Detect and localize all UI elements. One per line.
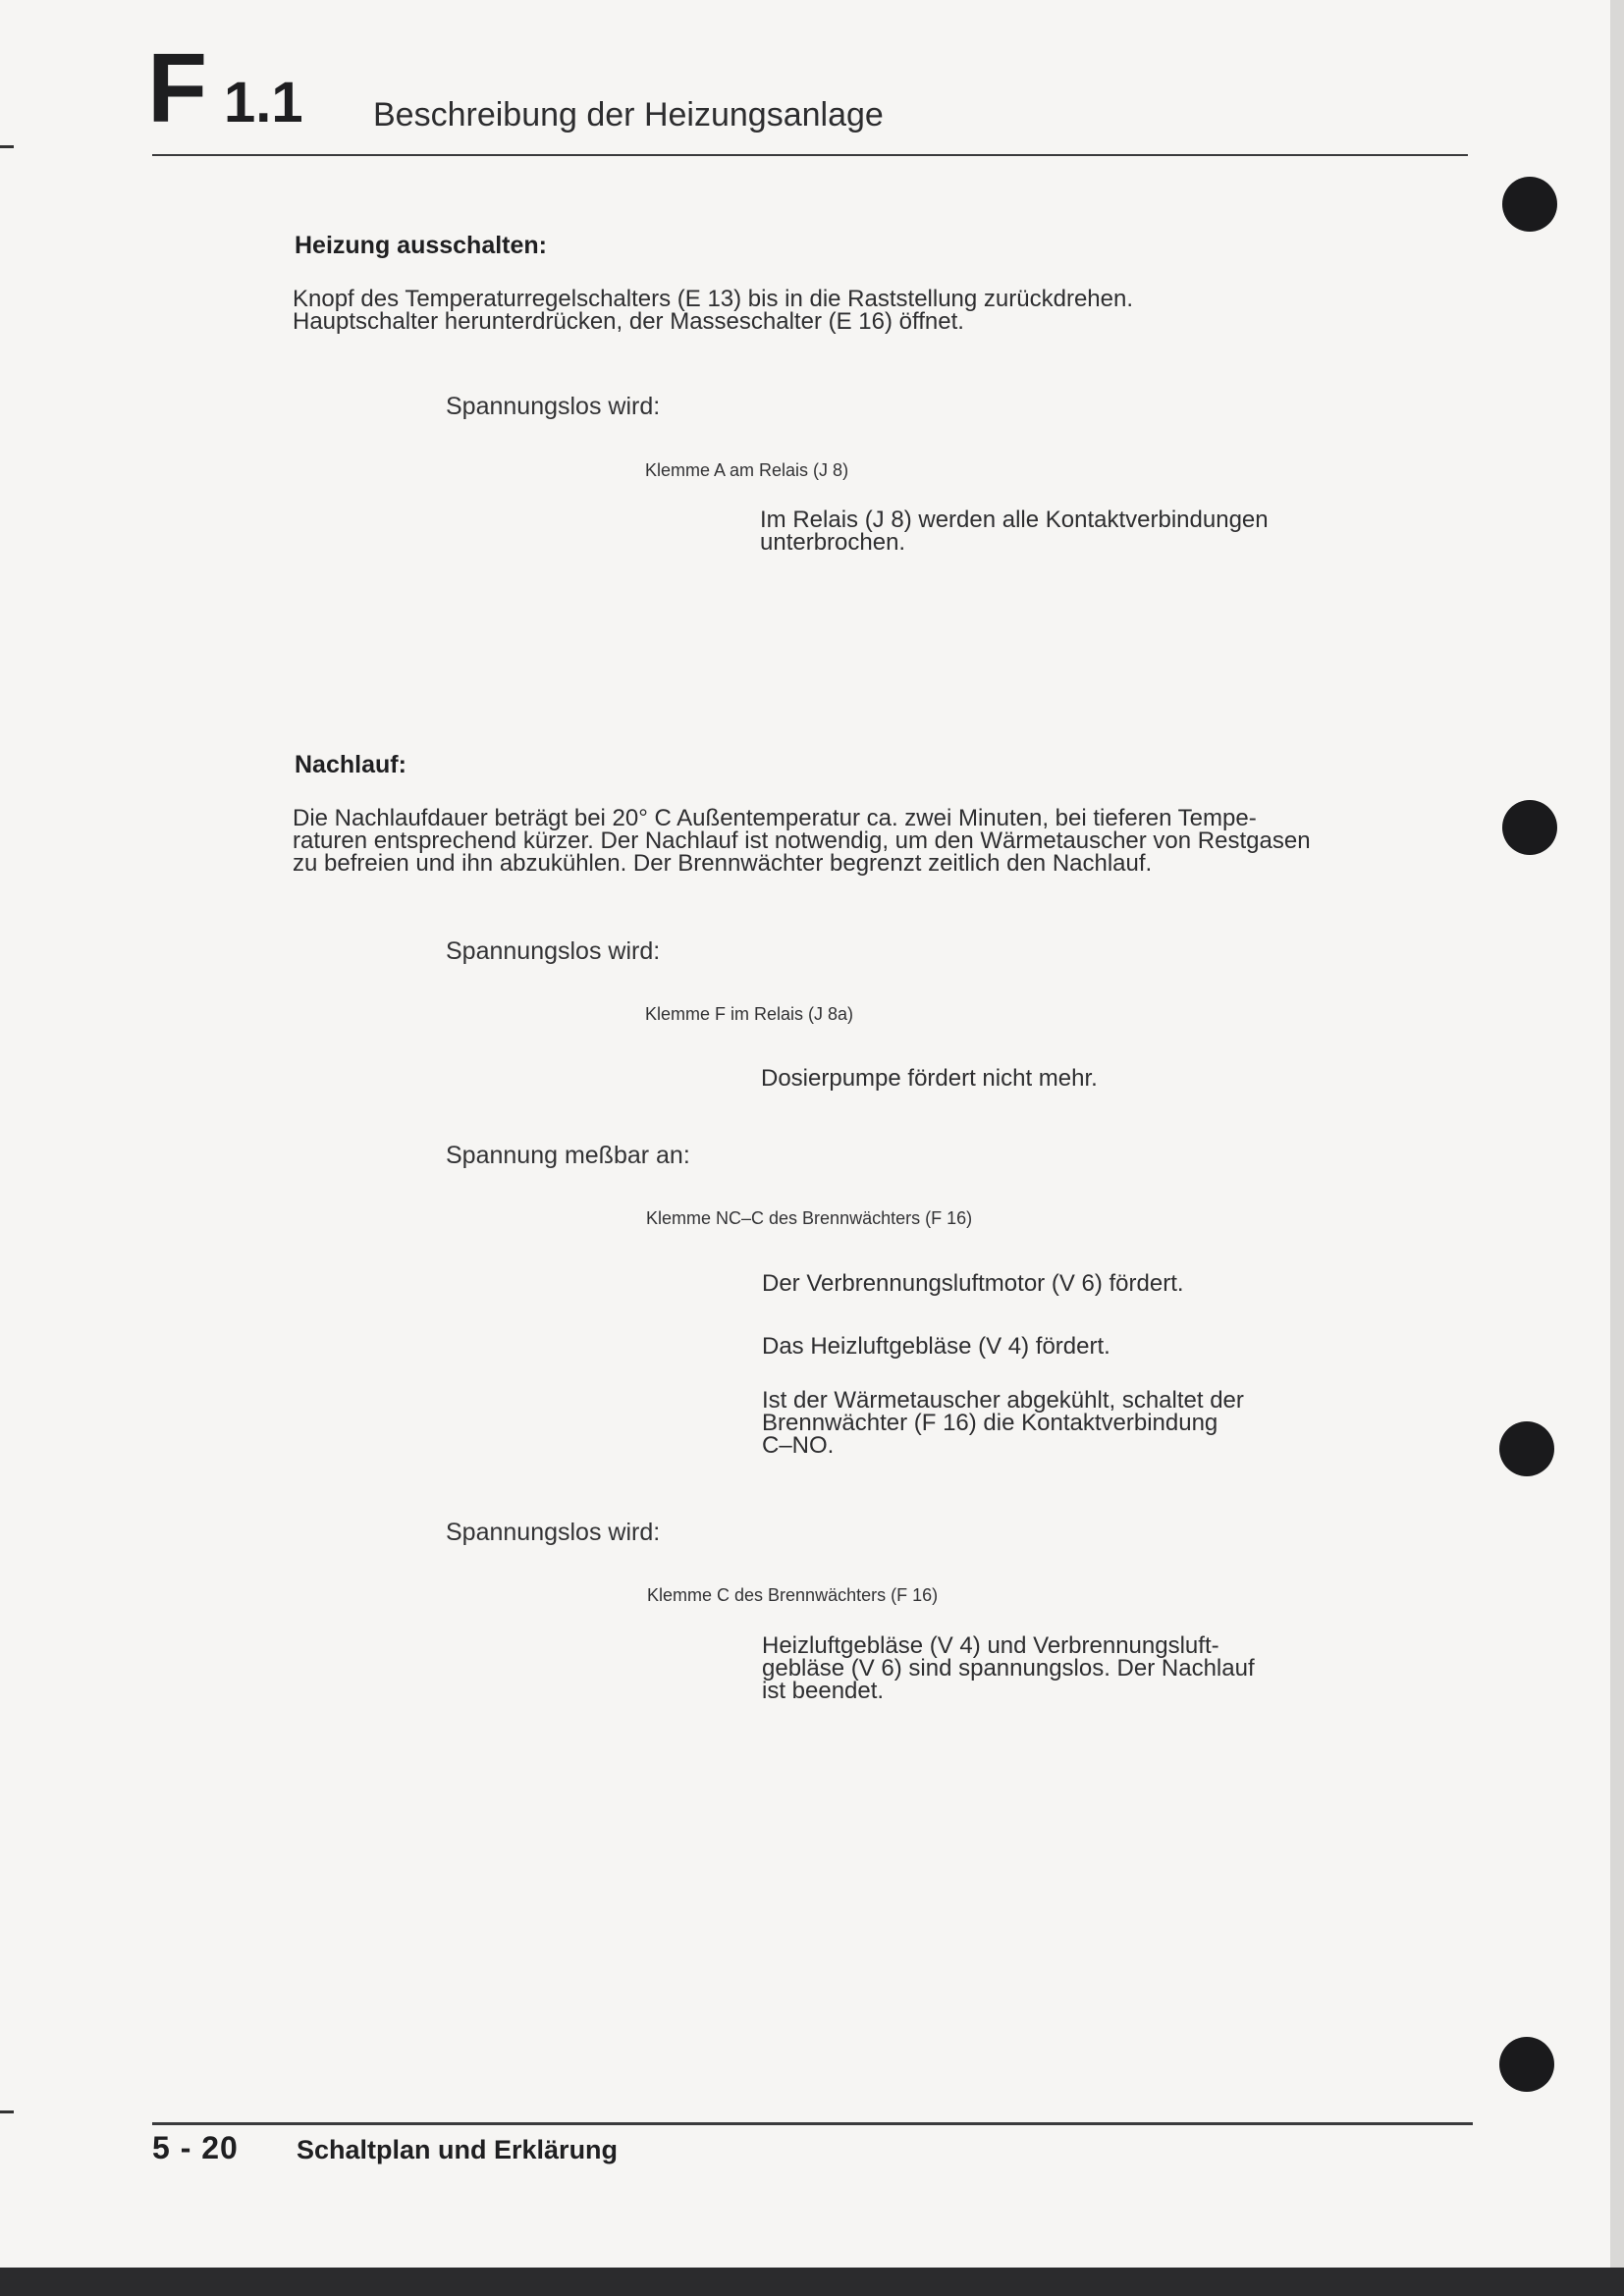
result-line: Dosierpumpe fördert nicht mehr. — [761, 1065, 1098, 1092]
punch-hole — [1502, 177, 1557, 232]
result-line: Der Verbrennungsluftmotor (V 6) fördert. — [762, 1270, 1184, 1297]
punch-hole — [1499, 1421, 1554, 1476]
result-line: C–NO. — [762, 1432, 835, 1459]
body-line: raturen entsprechend kürzer. Der Nachlauf ist notwendig, um den Wärmetauscher von Restgasen — [293, 828, 1311, 854]
margin-tick — [0, 145, 14, 148]
punch-hole — [1499, 2037, 1554, 2092]
punch-hole — [1502, 800, 1557, 855]
header-rule — [152, 154, 1468, 156]
chapter-number: 1.1 — [224, 71, 303, 134]
result-line: unterbrochen. — [760, 529, 906, 556]
result-line: Heizluftgebläse (V 4) und Verbrennungsluft- — [762, 1632, 1219, 1659]
result-line: Im Relais (J 8) werden alle Kontaktverbindungen — [760, 507, 1269, 533]
spannungslos-label: Spannungslos wird: — [446, 937, 661, 965]
page-title: Beschreibung der Heizungsanlage — [373, 96, 884, 133]
messbar-label: Spannung meßbar an: — [446, 1142, 690, 1169]
body-line: Hauptschalter herunterdrücken, der Masseschalter (E 16) öffnet. — [293, 308, 964, 335]
section-heading-nachlauf: Nachlauf: — [295, 751, 406, 778]
klemme-label: Klemme A am Relais (J 8) — [645, 460, 849, 480]
body-line: Die Nachlaufdauer beträgt bei 20° C Außentemperatur ca. zwei Minuten, bei tieferen Tempe- — [293, 805, 1257, 831]
scan-edge-bottom — [0, 2268, 1624, 2296]
body-line: zu befreien und ihn abzukühlen. Der Brennwächter begrenzt zeitlich den Nachlauf. — [293, 850, 1153, 877]
spannungslos-label: Spannungslos wird: — [446, 393, 661, 420]
klemme-label: Klemme NC–C des Brennwächters (F 16) — [646, 1208, 973, 1228]
klemme-label: Klemme F im Relais (J 8a) — [645, 1004, 854, 1024]
result-line: ist beendet. — [762, 1678, 885, 1704]
section-heading-heizung-ausschalten: Heizung ausschalten: — [295, 232, 547, 259]
page-number: 5 - 20 — [152, 2130, 239, 2165]
result-line: gebläse (V 6) sind spannungslos. Der Nachlauf — [762, 1655, 1255, 1682]
klemme-label: Klemme C des Brennwächters (F 16) — [647, 1585, 939, 1605]
margin-tick — [0, 2110, 14, 2113]
footer-title: Schaltplan und Erklärung — [297, 2135, 619, 2164]
footer-rule — [152, 2122, 1473, 2125]
spannungslos-label: Spannungslos wird: — [446, 1519, 661, 1546]
result-line: Brennwächter (F 16) die Kontaktverbindung — [762, 1410, 1218, 1436]
result-line: Ist der Wärmetauscher abgekühlt, schaltet der — [762, 1387, 1244, 1414]
result-line: Das Heizluftgebläse (V 4) fördert. — [762, 1333, 1110, 1360]
scan-edge-right — [1610, 0, 1624, 2296]
body-line: Knopf des Temperaturregelschalters (E 13) bis in die Raststellung zurückdrehen. — [293, 286, 1134, 312]
chapter-letter: F — [147, 33, 208, 143]
